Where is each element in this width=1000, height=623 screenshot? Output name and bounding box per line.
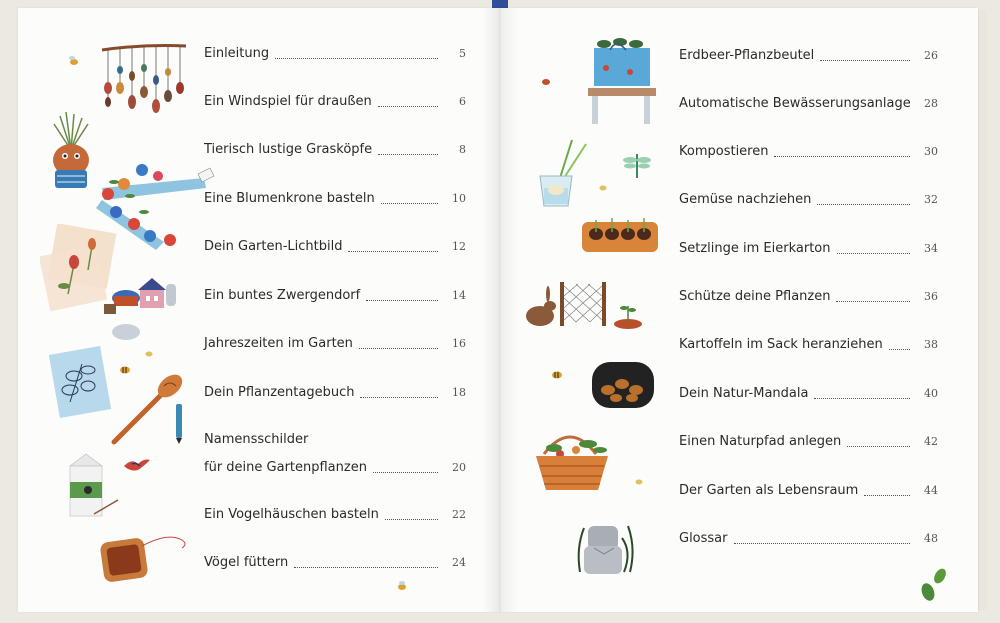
strawberry-bag-illustration — [586, 36, 656, 126]
book-gutter — [482, 8, 518, 612]
toc-entry[interactable] — [679, 432, 938, 452]
bee-icon — [118, 364, 132, 374]
toc-entry[interactable] — [679, 46, 938, 66]
leaf-icon — [916, 566, 950, 602]
toc-page-number: 22 — [452, 508, 466, 521]
toc-page-number: 18 — [452, 386, 466, 399]
toc-leader — [889, 348, 910, 350]
toc-title: Dein Garten-Lichtbild — [204, 239, 343, 254]
toc-title: Gemüse nachziehen — [679, 192, 812, 207]
toc-leader — [373, 471, 438, 473]
toc-title: Kompostieren — [679, 144, 769, 159]
toc-title: Eine Blumenkrone basteln — [204, 191, 375, 206]
toc-leader — [837, 252, 911, 254]
bee-icon — [396, 580, 408, 592]
bee-icon — [550, 368, 564, 380]
toc-entry[interactable] — [204, 140, 466, 160]
toc-entry[interactable] — [204, 553, 466, 573]
dragonfly-illustration — [622, 150, 652, 180]
rabbit-fence-illustration — [524, 276, 648, 332]
toc-entry[interactable] — [679, 287, 938, 307]
toc-leader — [378, 105, 438, 107]
toc-page-number: 32 — [924, 193, 938, 206]
bee-icon — [540, 76, 552, 86]
toc-title: Dein Pflanzentagebuch — [204, 385, 355, 400]
toc-leader — [734, 542, 911, 544]
toc-title: Dein Natur-Mandala — [679, 386, 809, 401]
toc-leader — [836, 300, 910, 302]
toc-page-number: 48 — [924, 532, 938, 545]
toc-leader — [864, 494, 910, 496]
toc-title: Ein buntes Zwergendorf — [204, 288, 361, 303]
toc-entry[interactable] — [204, 334, 466, 354]
toc-entry[interactable] — [204, 505, 466, 525]
toc-leader — [385, 518, 438, 520]
toc-page-number: 28 — [924, 97, 938, 110]
toc-page-number: 14 — [452, 289, 466, 302]
toc-title: Automatische Bewässerungsanlage — [679, 96, 911, 111]
toc-leader — [814, 397, 910, 399]
toc-title: Kartoffeln im Sack heranziehen — [679, 337, 883, 352]
toc-page-number: 20 — [452, 461, 466, 474]
toc-leader — [366, 299, 438, 301]
potato-sack-illustration — [590, 360, 656, 410]
bee-icon — [68, 56, 80, 66]
toast-feeder-illustration — [98, 530, 192, 586]
toc-title: Ein Vogelhäuschen basteln — [204, 507, 379, 522]
toc-entry[interactable] — [204, 383, 466, 403]
toc-leader — [817, 203, 910, 205]
toc-entry[interactable] — [679, 239, 938, 259]
toc-page-number: 6 — [459, 95, 466, 108]
water-glass-illustration — [532, 134, 592, 210]
bee-icon — [144, 350, 154, 358]
toc-leader — [774, 155, 910, 157]
toc-entry[interactable] — [204, 44, 466, 64]
toc-page-number: 30 — [924, 145, 938, 158]
toc-leader — [381, 202, 438, 204]
bee-icon — [598, 184, 608, 192]
stone-plant-illustration — [574, 518, 638, 578]
toc-title: Tierisch lustige Grasköpfe — [204, 142, 373, 157]
milk-carton-birdhouse-illustration — [64, 452, 120, 526]
toc-leader — [348, 250, 438, 252]
toc-entry[interactable] — [679, 529, 938, 549]
toc-title: Einleitung — [204, 46, 270, 61]
toc-page-number: 44 — [924, 484, 938, 497]
nature-basket-illustration — [530, 420, 614, 494]
page-stack-edge — [978, 10, 987, 610]
bee-icon — [634, 478, 644, 486]
toc-title: Schütze deine Pflanzen — [679, 289, 831, 304]
toc-entry[interactable] — [204, 430, 466, 478]
toc-title: Erdbeer-Pflanzbeutel — [679, 48, 815, 63]
toc-page-number: 10 — [452, 192, 466, 205]
toc-title: Glossar — [679, 531, 728, 546]
toc-title: Setzlinge im Eierkarton — [679, 241, 831, 256]
toc-page-number: 8 — [459, 143, 466, 156]
wooden-spoon-illustration — [108, 374, 190, 446]
toc-page-number: 40 — [924, 387, 938, 400]
toc-leader — [359, 347, 438, 349]
toc-title-line1: Namensschilder — [204, 432, 309, 447]
toc-title: Einen Naturpfad anlegen — [679, 434, 842, 449]
toc-page-number: 36 — [924, 290, 938, 303]
toc-entry[interactable] — [679, 94, 938, 114]
toc-leader — [820, 59, 910, 61]
toc-leader — [275, 57, 438, 59]
grass-head-pot-illustration — [48, 110, 94, 190]
sketchbook-illustration — [46, 346, 116, 420]
wind-chime-illustration — [98, 40, 190, 120]
toc-entry[interactable] — [204, 286, 466, 306]
toc-leader — [294, 566, 438, 568]
toc-title: Vögel füttern — [204, 555, 289, 570]
bird-illustration — [122, 456, 152, 474]
gnome-village-illustration — [100, 278, 180, 346]
toc-page-number: 34 — [924, 242, 938, 255]
toc-title: Ein Windspiel für draußen — [204, 94, 372, 109]
toc-entry[interactable] — [204, 92, 466, 112]
toc-entry[interactable] — [204, 189, 466, 209]
toc-entry[interactable] — [679, 142, 938, 162]
toc-title-line2: für deine Gartenpflanzen — [204, 460, 367, 475]
toc-title: Der Garten als Lebensraum — [679, 483, 859, 498]
toc-page-number: 26 — [924, 49, 938, 62]
toc-page-number: 42 — [924, 435, 938, 448]
toc-page-number: 38 — [924, 338, 938, 351]
toc-leader — [360, 396, 438, 398]
toc-entry[interactable] — [679, 384, 938, 404]
toc-title: Jahreszeiten im Garten — [204, 336, 353, 351]
toc-entry[interactable] — [679, 190, 938, 210]
toc-page-number: 5 — [459, 47, 466, 60]
toc-page-number: 12 — [452, 240, 466, 253]
toc-entry[interactable] — [679, 335, 938, 355]
toc-entry[interactable] — [204, 237, 466, 257]
toc-leader — [378, 153, 438, 155]
egg-carton-illustration — [580, 214, 660, 254]
toc-page-number: 24 — [452, 556, 466, 569]
toc-leader — [847, 445, 910, 447]
toc-page-number: 16 — [452, 337, 466, 350]
toc-entry[interactable] — [679, 481, 938, 501]
